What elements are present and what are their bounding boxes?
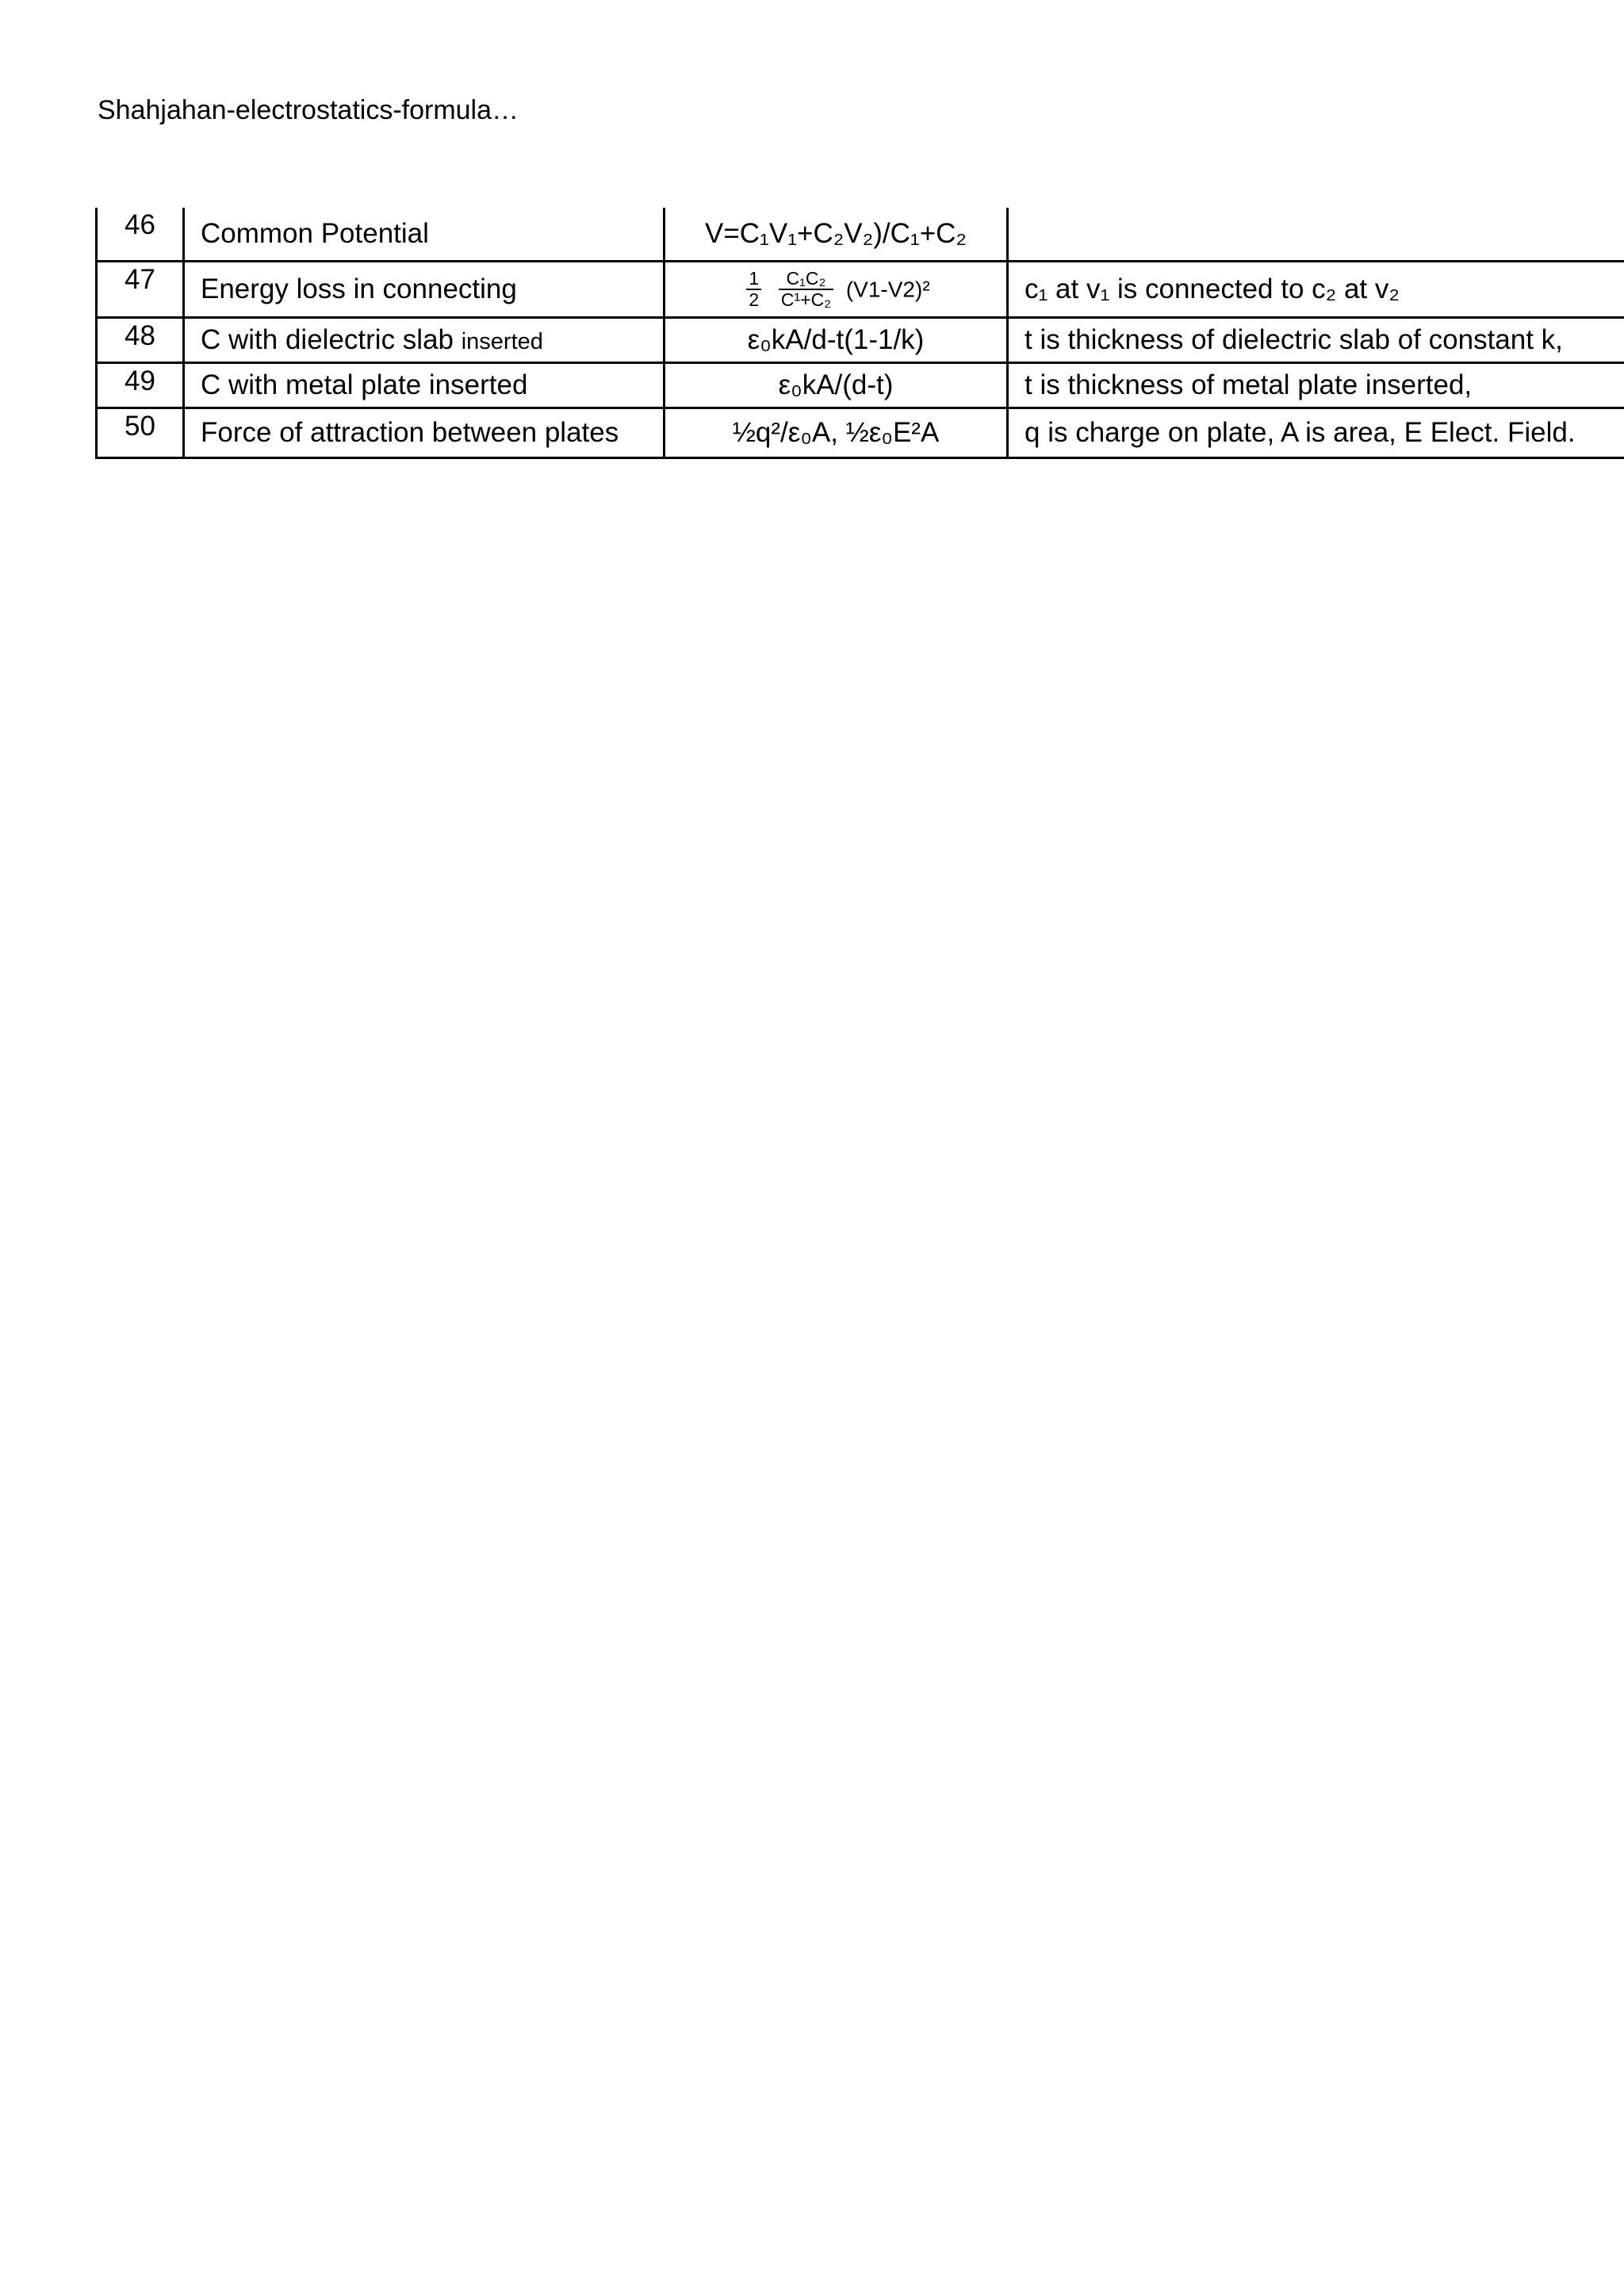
table-row (97, 363, 1624, 408)
fraction-numerator: 1 (746, 269, 761, 290)
fraction-capacitance (779, 269, 833, 311)
fraction-denominator: 2 (749, 289, 760, 310)
table-row (97, 208, 1624, 262)
table-row (97, 318, 1624, 363)
quantity-name: Force of attraction between plates (184, 408, 665, 458)
formula-cell (665, 262, 1008, 318)
table-row (97, 408, 1624, 458)
row-number: 50 (97, 408, 184, 458)
page-header-title: Shahjahan-electrostatics-formula… (98, 95, 519, 125)
quantity-name-suffix: inserted (461, 329, 543, 354)
notes-cell: q is charge on plate, A is area, E Elect. Field. (1008, 408, 1624, 458)
notes-cell: t is thickness of dielectric slab of constant k, (1008, 318, 1624, 363)
notes-cell: c₁ at v₁ is connected to c₂ at v₂ (1008, 262, 1624, 318)
formula-cell: ε₀kA/d-t(1-1/k) (665, 318, 1008, 363)
row-number: 48 (97, 318, 184, 363)
formula-cell: ½q²/ε₀A, ½ε₀E²A (665, 408, 1008, 458)
formula-cell: ε₀kA/(d-t) (665, 363, 1008, 408)
notes-cell: t is thickness of metal plate inserted, (1008, 363, 1624, 408)
table-row (97, 262, 1624, 318)
notes-cell (1008, 208, 1624, 262)
row-number: 46 (97, 208, 184, 262)
quantity-name (184, 318, 665, 363)
quantity-name: Energy loss in connecting (184, 262, 665, 318)
formula-remainder: (V1-V2)² (845, 277, 930, 301)
row-number: 47 (97, 262, 184, 318)
quantity-name: Common Potential (184, 208, 665, 262)
quantity-name: C with metal plate inserted (184, 363, 665, 408)
fraction-half (746, 269, 761, 311)
fraction-numerator: C₁C₂ (779, 269, 833, 290)
formula-table (95, 208, 1624, 459)
formula-cell: V=C₁V₁+C₂V₂)/C₁+C₂ (665, 208, 1008, 262)
fraction-denominator: C¹+C₂ (780, 289, 832, 310)
row-number: 49 (97, 363, 184, 408)
quantity-name-main: C with dielectric slab (201, 324, 454, 355)
